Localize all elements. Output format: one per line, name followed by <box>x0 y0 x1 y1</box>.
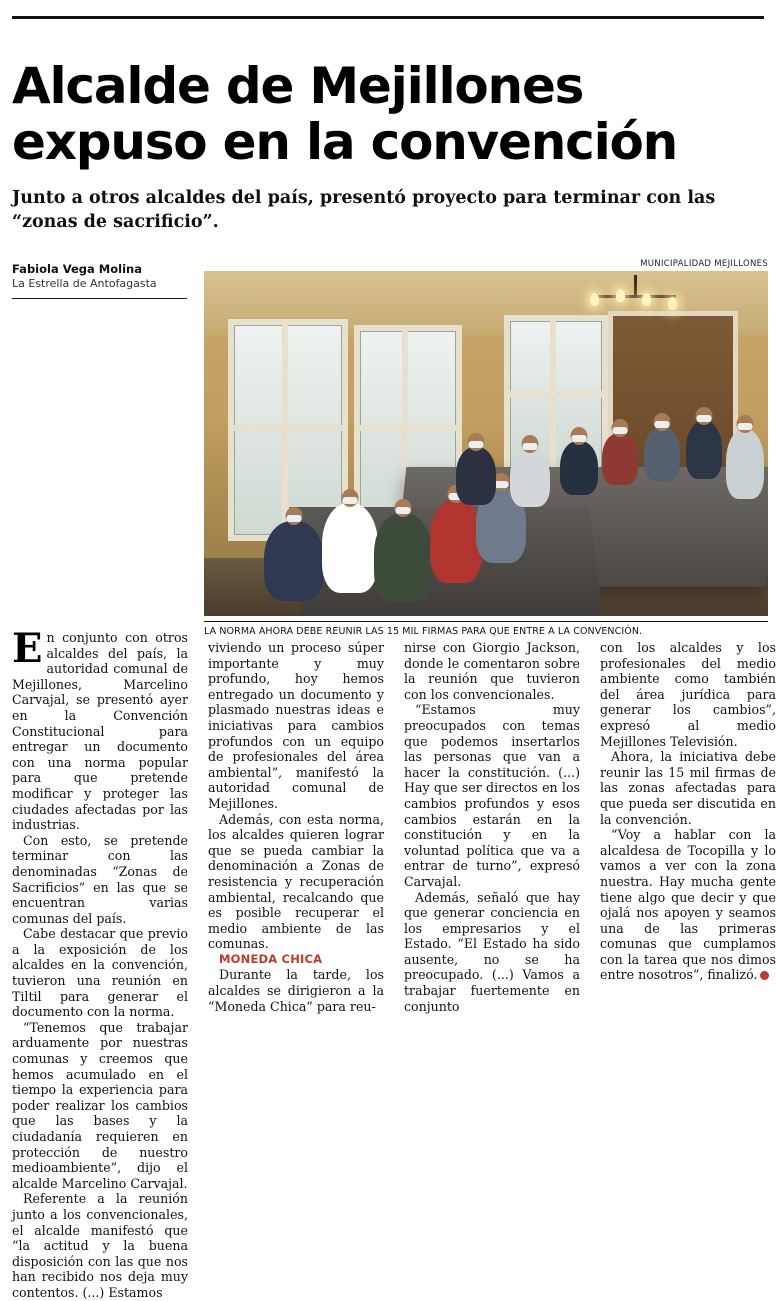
photo-person <box>322 503 378 593</box>
photo-person <box>726 429 764 499</box>
paragraph: Ahora, la iniciativa debe reunir las 15 mil firmas de las zonas afectadas para que pueda ser discutida en la convención. <box>600 749 776 827</box>
photo-person <box>644 427 680 481</box>
photo-person <box>456 447 496 505</box>
paragraph: Referente a la reunión junto a los convencionales, el alcalde manifestó que “la actitud y la buena disposición con las que nos han recibido nos deja muy contentos. (...) Estamos <box>12 1191 188 1300</box>
end-mark-icon <box>760 971 769 980</box>
chandelier-icon <box>576 275 696 341</box>
byline <box>12 262 192 299</box>
article-column-3 <box>404 640 580 1014</box>
article-column-2 <box>208 640 384 1014</box>
section-heading: MONEDA CHICA <box>219 951 323 966</box>
photo-person <box>510 449 550 507</box>
byline-divider <box>12 298 187 299</box>
photo-credit: MUNICIPALIDAD MEJILLONES <box>640 259 768 269</box>
paragraph: “Tenemos que trabajar arduamente por nuestras comunas y creemos que hemos acumulado en el tiempo la experiencia para poder realizar los cambios que las bases y la ciudadanía requieren en protección de nuestro medioambiente”, dijo el alcalde Marcelino Carvajal. <box>12 1019 188 1191</box>
photo-person <box>602 433 638 485</box>
paragraph: con los alcaldes y los profesionales del medio ambiente como también del área jurídica para generar los cambios”, expresó al medio Mejillones Televisión. <box>600 640 776 749</box>
paragraph: En conjunto con otros alcaldes del país, la autoridad comunal de Mejillones, Marcelino Carvajal, se presentó ayer en la Convención Constitucional para entregar un documento con una norma popular para que pretende modificar y proteger las ciudades afectadas por las industrias. <box>12 625 188 833</box>
byline-author: Fabiola Vega Molina <box>12 262 142 276</box>
byline-outlet: La Estrella de Antofagasta <box>12 277 157 290</box>
paragraph: Con esto, se pretende terminar con las denominadas “Zonas de Sacrificios” en las que se encuentran varias comunas del país. <box>12 832 188 926</box>
article-body <box>12 625 776 1300</box>
paragraph: Cabe destacar que previo a la exposición de los alcaldes en la convención, tuvieron una reunión en Tiltil para generar el documento con la norma. <box>12 926 188 1020</box>
headline-line-2: expuso en la convención <box>12 112 678 171</box>
photo-person <box>374 513 432 601</box>
paragraph: Además, con esta norma, los alcaldes quieren lograr que se pueda cambiar la denominación a Zonas de resistencia y recuperación ambiental, recalcando que es posible recuperar el medio ambiente de las comunas. <box>208 811 384 952</box>
article-column-1 <box>12 625 188 1301</box>
photo-caption: LA NORMA AHORA DEBE REUNIR LAS 15 MIL FIRMAS PARA QUE ENTRE A LA CONVENCIÓN. <box>204 626 643 637</box>
article-column-4 <box>600 640 776 983</box>
subheadline: Junto a otros alcaldes del país, presentó proyecto para terminar con las “zonas de sacrificio”. <box>12 188 716 232</box>
article-photo <box>204 271 768 616</box>
article-photo-block <box>204 259 768 637</box>
paragraph: Durante la tarde, los alcaldes se dirigieron a la “Moneda Chica” para reu- <box>208 967 384 1014</box>
paragraph: viviendo un proceso súper importante y muy profundo, hoy hemos entregado un documento y plasmado nuestras ideas e iniciativas para cambios profundos con un equipo de profesionales del área ambiental”, manifestó la autoridad comunal de Mejillones. <box>208 640 384 811</box>
headline-line-1: Alcalde de Mejillones <box>12 56 584 115</box>
photo-person <box>560 441 598 495</box>
paragraph: nirse con Giorgio Jackson, donde le comentaron sobre la reunión que tuvieron con los convencionales. <box>404 640 580 702</box>
page-title <box>12 58 768 170</box>
top-divider <box>12 16 764 19</box>
paragraph: Además, señaló que hay que generar conciencia en los empresarios y el Estado. “El Estado ha sido ausente, no se ha preocupado. (...) Vamos a trabajar fuertemente en conjunto <box>404 889 580 1014</box>
dropcap: E <box>12 625 43 672</box>
paragraph: “Estamos muy preocupados con temas que podemos insertarlos las personas que van a hacer la constitución. (...) Hay que ser directos en los cambios profundos y esos cambios estarán en la constitución y en la voluntad política que va a entrar de turno”, expresó Carvajal. <box>404 702 580 889</box>
photo-person <box>430 499 482 583</box>
paragraph: “Voy a hablar con la alcaldesa de Tocopilla y lo vamos a ver con la zona nuestra. Hay mucha gente tiene algo que decir y que ojalá nos apoyen y seamos una de las primeras comunas que cumplamos con la tarea que nos dimos entre nosotros”, finalizó. <box>600 827 776 983</box>
photo-person <box>686 421 722 479</box>
photo-person <box>264 521 324 601</box>
